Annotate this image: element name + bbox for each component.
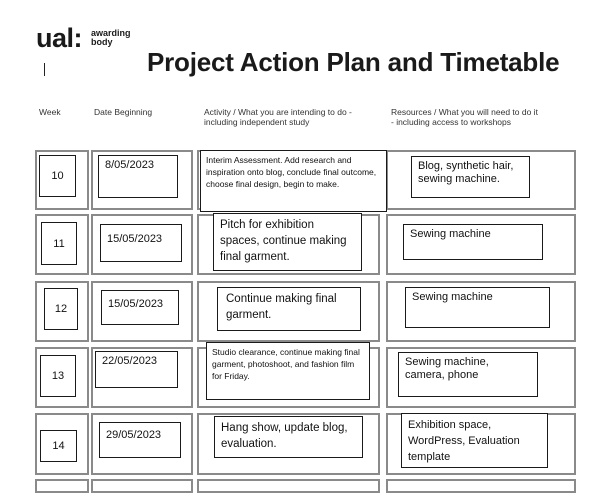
resources-text[interactable]: Sewing machine bbox=[403, 224, 543, 260]
resources-text[interactable]: Exhibition space, WordPress, Evaluation template bbox=[401, 413, 548, 468]
resources-text[interactable]: Sewing machine, camera, phone bbox=[398, 352, 538, 397]
header-date: Date Beginning bbox=[94, 107, 153, 117]
date-field[interactable]: 8/05/2023 bbox=[98, 155, 178, 198]
week-number[interactable]: 12 bbox=[44, 288, 78, 330]
week-cell-frame bbox=[35, 479, 89, 493]
header-week: Week bbox=[39, 107, 61, 117]
logo-sub-line2: body bbox=[91, 37, 113, 47]
resources-text[interactable]: Sewing machine bbox=[405, 287, 550, 328]
resources-cell-frame bbox=[386, 479, 576, 493]
date-field[interactable]: 15/05/2023 bbox=[101, 290, 179, 325]
activity-text[interactable]: Pitch for exhibition spaces, continue making final garment. bbox=[213, 213, 362, 271]
date-field[interactable]: 15/05/2023 bbox=[100, 224, 182, 262]
date-cell-frame bbox=[91, 479, 193, 493]
header-resources: Resources / What you will need to do it - including access to workshops bbox=[391, 107, 538, 127]
week-number[interactable]: 11 bbox=[41, 222, 77, 265]
resources-text[interactable]: Blog, synthetic hair, sewing machine. bbox=[411, 156, 530, 198]
ual-logo: ual: bbox=[36, 23, 83, 53]
header-activity: Activity / What you are intending to do - including independent study bbox=[204, 107, 352, 127]
logo-sub-line1: awarding bbox=[91, 28, 131, 38]
activity-text[interactable]: Continue making final garment. bbox=[217, 287, 361, 331]
activity-text[interactable]: Studio clearance, continue making final garment, photoshoot, and fashion film for Friday. bbox=[206, 342, 370, 400]
activity-cell-frame bbox=[197, 479, 380, 493]
awarding-body-logo-text bbox=[91, 29, 151, 47]
week-number[interactable]: 13 bbox=[40, 355, 76, 397]
week-number[interactable]: 14 bbox=[40, 430, 77, 462]
activity-text[interactable]: Hang show, update blog, evaluation. bbox=[214, 416, 363, 458]
page-title: Project Action Plan and Timetable bbox=[147, 47, 560, 77]
date-field[interactable]: 22/05/2023 bbox=[95, 351, 178, 388]
activity-text[interactable]: Interim Assessment. Add research and inspiration onto blog, conclude final outcome, choose final design, begin to make. bbox=[200, 150, 387, 212]
text-cursor bbox=[44, 63, 45, 76]
date-field[interactable]: 29/05/2023 bbox=[99, 422, 181, 458]
week-number[interactable]: 10 bbox=[39, 155, 76, 197]
